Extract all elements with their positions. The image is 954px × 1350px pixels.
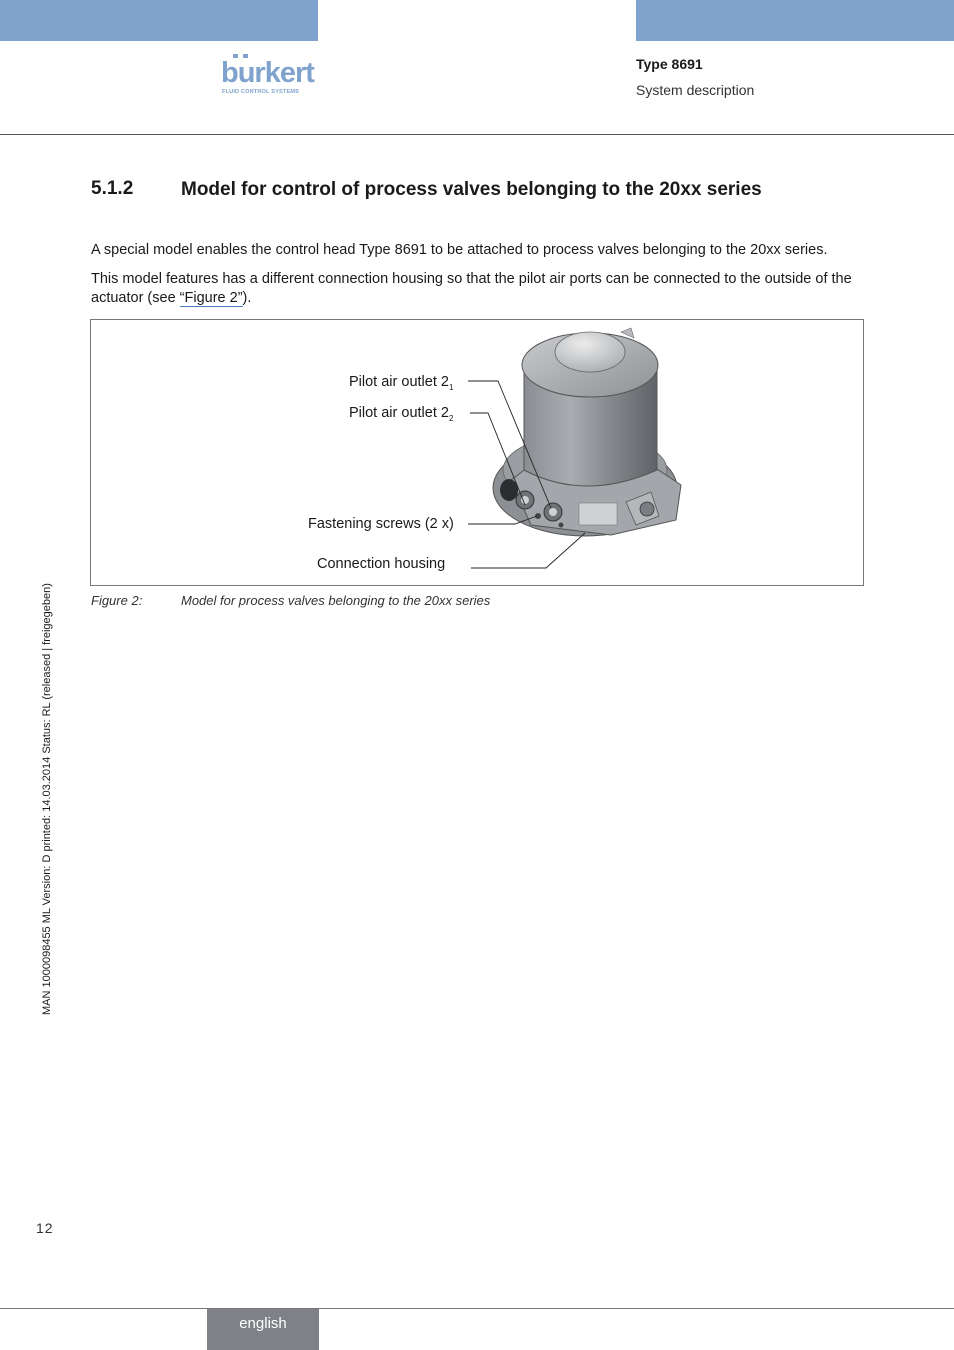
document-type: Type 8691	[636, 56, 703, 72]
document-section: System description	[636, 82, 755, 98]
header-bar-left	[0, 0, 318, 41]
figure-caption-text: Model for process valves belonging to the 20xx series	[181, 593, 491, 608]
page-number: 12	[36, 1220, 54, 1236]
fastening-screw-2	[559, 523, 564, 528]
callout-pilot-outlet-2	[349, 405, 453, 423]
logo-tagline: FLUID CONTROL SYSTEMS	[222, 89, 300, 95]
leader-line-housing	[471, 533, 585, 568]
paragraph-2	[91, 270, 866, 308]
top-dome	[555, 332, 625, 372]
callout-connection-housing: Connection housing	[317, 556, 446, 572]
callout-pilot-outlet-2-text: Pilot air outlet 2	[349, 405, 449, 421]
section-title: Model for control of process valves belonging to the 20xx series	[181, 179, 762, 200]
figure-2-link[interactable]: “Figure 2”	[179, 290, 243, 306]
control-head-illustration	[91, 320, 863, 585]
callout-pilot-outlet-2-sub: 2	[448, 413, 454, 423]
document-metadata-vertical: MAN 1000098455 ML Version: D printed: 14.03.2014 Status: RL (released | freigegeben)	[41, 583, 53, 1015]
paragraph-1: A special model enables the control head Type 8691 to be attached to process valves belonging to the 20xx series.	[91, 242, 828, 258]
figure-caption-label: Figure 2:	[91, 593, 143, 608]
side-knob	[500, 479, 518, 501]
header-divider	[0, 134, 954, 135]
callout-pilot-outlet-1-sub: 1	[448, 382, 454, 392]
housing-label-plate	[579, 503, 617, 525]
header-bar-right	[636, 0, 954, 41]
callout-pilot-outlet-1	[349, 374, 453, 392]
footer-divider	[0, 1308, 954, 1309]
figure-frame	[90, 319, 864, 586]
logo-wordmark: burkert	[221, 57, 314, 89]
callout-fastening-screws: Fastening screws (2 x)	[308, 516, 454, 532]
paragraph-2-end: ).	[242, 290, 252, 306]
paragraph-2-text: This model features has a different connection housing so that the pilot air ports can be connected to the outside of the actuator (see	[91, 271, 852, 306]
language-tab: english	[207, 1309, 319, 1350]
section-number: 5.1.2	[91, 178, 134, 199]
callout-pilot-outlet-1-text: Pilot air outlet 2	[349, 374, 449, 390]
